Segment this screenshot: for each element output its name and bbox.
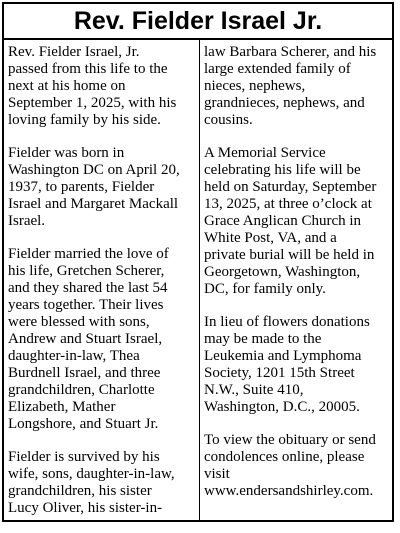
text-line: DC, for family only. xyxy=(204,281,326,297)
obituary-paragraph xyxy=(204,432,388,500)
text-line: Lucy Oliver, his sister-in- xyxy=(8,500,163,516)
text-line: Rev. Fielder Israel, Jr. xyxy=(8,44,140,60)
obituary-notice xyxy=(2,2,394,522)
text-line: celebrating his life will be xyxy=(204,162,361,178)
text-line: cousins. xyxy=(204,112,253,128)
text-line: his life, Gretchen Scherer, xyxy=(8,263,165,279)
text-line: September 1, 2025, with his xyxy=(8,95,177,111)
text-line: next at his home on xyxy=(8,78,126,94)
text-line: Society, 1201 15th Street xyxy=(204,365,355,381)
text-line: To view the obituary or send xyxy=(204,432,376,448)
text-line: A Memorial Service xyxy=(204,145,326,161)
obituary-paragraph xyxy=(204,145,388,298)
text-line: years together. Their lives xyxy=(8,297,164,313)
obituary-paragraph xyxy=(8,246,198,433)
text-line: Grace Anglican Church in xyxy=(204,213,362,229)
text-line: and they shared the last 54 xyxy=(8,280,168,296)
left-column xyxy=(8,44,198,533)
obituary-paragraph xyxy=(204,44,388,129)
obituary-paragraph xyxy=(204,314,388,416)
text-line: wife, sons, daughter-in-law, xyxy=(8,466,175,482)
text-line: Fielder was born in xyxy=(8,145,125,161)
text-line: loving family by his side. xyxy=(8,112,161,128)
text-line: grandnieces, nephews, and xyxy=(204,95,365,111)
text-line: Leukemia and Lymphoma xyxy=(204,348,362,364)
text-line: nieces, nephews, xyxy=(204,78,306,94)
text-line: private burial will be held in xyxy=(204,247,375,263)
text-line: Elizabeth, Mather xyxy=(8,399,116,415)
text-line: held on Saturday, September xyxy=(204,179,377,195)
text-line: Georgetown, Washington, xyxy=(204,264,361,280)
text-line: grandchildren, Charlotte xyxy=(8,382,155,398)
text-line: law Barbara Scherer, and his xyxy=(204,44,377,60)
text-line: Washington DC on April 20, xyxy=(8,162,180,178)
text-line: Fielder is survived by his xyxy=(8,449,160,465)
text-line: were blessed with sons, xyxy=(8,314,150,330)
text-line: Longshore, and Stuart Jr. xyxy=(8,416,159,432)
right-column xyxy=(204,44,388,516)
text-line: 13, 2025, at three o’clock at xyxy=(204,196,372,212)
text-line: visit xyxy=(204,466,230,482)
text-line: N.W., Suite 410, xyxy=(204,382,304,398)
obituary-paragraph xyxy=(8,449,198,517)
text-line: may be made to the xyxy=(204,331,322,347)
text-line: passed from this life to the xyxy=(8,61,168,77)
column-divider xyxy=(199,40,200,520)
obituary-body xyxy=(4,40,392,520)
text-line: Israel and Margaret Mackall xyxy=(8,196,179,212)
text-line: www.endersandshirley.com. xyxy=(204,483,374,499)
text-line: large extended family of xyxy=(204,61,351,77)
text-line: 1937, to parents, Fielder xyxy=(8,179,155,195)
text-line: Fielder married the love of xyxy=(8,246,169,262)
text-line: Washington, D.C., 20005. xyxy=(204,399,360,415)
text-line: grandchildren, his sister xyxy=(8,483,152,499)
text-line: White Post, VA, and a xyxy=(204,230,337,246)
obituary-title: Rev. Fielder Israel Jr. xyxy=(4,4,392,40)
text-line: Burdnell Israel, and three xyxy=(8,365,161,381)
text-line: condolences online, please xyxy=(204,449,365,465)
text-line: In lieu of flowers donations xyxy=(204,314,370,330)
text-line: Israel. xyxy=(8,213,46,229)
obituary-paragraph xyxy=(8,145,198,230)
text-line: Andrew and Stuart Israel, xyxy=(8,331,163,347)
text-line: daughter-in-law, Thea xyxy=(8,348,140,364)
obituary-paragraph xyxy=(8,44,198,129)
